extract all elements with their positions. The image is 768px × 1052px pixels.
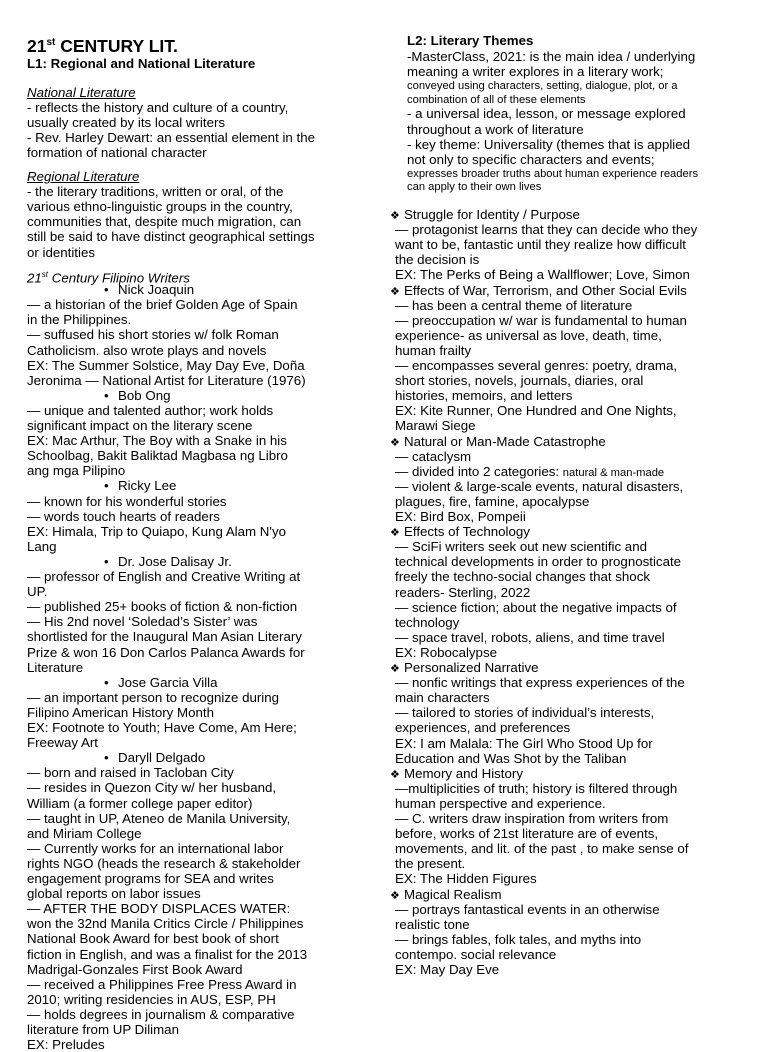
theme-detail-line: —multiplicities of truth; history is filtered through (395, 780, 678, 796)
writer-detail-line: — suffused his short stories w/ folk Roman (27, 327, 279, 343)
bullet-icon: • (104, 478, 109, 494)
page-title (27, 33, 178, 56)
regional-literature-line: still be said to have distinct geographical settings (27, 229, 315, 245)
theme-detail-line: EX: May Day Eve (395, 962, 500, 977)
theme-detail-line: before, works of 21st literature are of events, (395, 826, 659, 842)
literary-themes-intro-line: expresses broader truths about human experience readers (407, 167, 699, 180)
literary-themes-intro-line: conveyed using characters, setting, dialogue, plot, or a (407, 80, 678, 93)
national-literature-line: - reflects the history and culture of a country, (27, 100, 289, 116)
bullet-icon: • (104, 750, 109, 766)
theme-title-text: Effects of Technology (404, 524, 530, 540)
page-title-number: 21 (27, 35, 47, 56)
writer-detail-line: — professor of English and Creative Writing at (27, 569, 301, 584)
writer-detail-line: Madrigal-Gonzales First Book Award (27, 961, 243, 977)
theme-detail-line: freely the techno-social changes that shock (395, 569, 651, 585)
writer-name-text: Daryll Delgado (118, 750, 206, 766)
theme-detail-line: main characters (395, 690, 490, 706)
writer-name (104, 554, 232, 569)
writer-detail-line: — holds degrees in journalism & comparative (27, 1006, 295, 1022)
theme-detail-line: — cataclysm (395, 448, 472, 464)
regional-literature-line: various ethno-linguistic groups in the country, (27, 199, 293, 215)
national-literature-line: usually created by its local writers (27, 115, 226, 131)
writer-detail-line: EX: The Summer Solstice, May Day Eve, Doña (27, 357, 305, 373)
writer-detail-line: EX: Mac Arthur, The Boy with a Snake in his (27, 433, 287, 449)
writer-detail-line: shortlisted for the Inaugural Man Asian Literary (27, 629, 302, 645)
theme-detail-line: Marawi Siege (395, 418, 476, 434)
writer-detail-line: William (a former college paper editor) (27, 795, 253, 811)
writer-name-text: Nick Joaquin (118, 282, 195, 298)
writer-detail-line: — published 25+ books of fiction & non-fiction (27, 599, 298, 615)
bullet-icon: • (104, 553, 109, 569)
theme-title-text: Magical Realism (404, 886, 502, 902)
theme-detail-line: — divided into 2 categories: natural & man-made (395, 463, 665, 479)
l2-heading: L2: Literary Themes (407, 33, 534, 48)
diamond-bullet-icon: ❖ (390, 436, 400, 449)
regional-literature-line: or identities (27, 244, 95, 260)
theme-detail-line: — science fiction; about the negative impacts of (395, 599, 677, 615)
writer-name (104, 388, 171, 403)
theme-detail-line: experiences, and preferences (395, 720, 571, 736)
writer-detail-line: Literature (27, 659, 84, 675)
bullet-icon: • (104, 387, 109, 403)
theme-detail-line: — space travel, robots, aliens, and time travel (395, 629, 665, 645)
writer-detail-line: and Miriam College (27, 825, 142, 841)
theme-title-text: Effects of War, Terrorism, and Other Social Evils (404, 282, 687, 298)
theme-detail-line: the present. (395, 856, 466, 872)
theme-detail-line: contempo. social relevance (395, 946, 557, 962)
theme-detail-line: histories, memoirs, and letters (395, 388, 573, 404)
page-title-text: CENTURY LIT. (55, 35, 178, 56)
writer-name (104, 675, 218, 690)
theme-detail-line: — C. writers draw inspiration from writers from (395, 811, 669, 826)
writer-detail-line: — Currently works for an international labor (27, 840, 284, 856)
diamond-bullet-icon: ❖ (390, 663, 400, 675)
theme-title-text: Struggle for Identity / Purpose (404, 207, 580, 222)
writer-detail-line: Prize & won 16 Don Carlos Palanca Awards for (27, 644, 305, 660)
theme-detail-line: — brings fables, folk tales, and myths into (395, 931, 642, 947)
theme-detail-line: the decision is (395, 252, 480, 268)
theme-detail-line: realistic tone (395, 916, 470, 932)
theme-detail-line: EX: The Perks of Being a Wallflower; Love, Simon (395, 267, 690, 283)
theme-detail-line: — portrays fantastical events in an otherwise (395, 901, 660, 917)
writer-detail-line: National Book Award for best book of short (27, 931, 279, 947)
writer-detail-line: literature from UP Diliman (27, 1022, 179, 1037)
writer-detail-line: UP. (27, 584, 48, 600)
writer-name-text: Ricky Lee (118, 478, 177, 494)
writer-detail-line: EX: Himala, Trip to Quiapo, Kung Alam N'yo (27, 523, 286, 539)
writer-detail-line: — an important person to recognize during (27, 689, 280, 705)
theme-detail-line: EX: I am Malala: The Girl Who Stood Up for (395, 735, 653, 751)
theme-detail-line: — has been a central theme of literature (395, 297, 633, 313)
theme-detail-line: EX: The Hidden Figures (395, 871, 537, 887)
writer-detail-line: — known for his wonderful stories (27, 493, 227, 509)
writer-detail-line: fiction in English, and was a finalist for the 2013 (27, 946, 308, 962)
theme-detail-line: human perspective and experience. (395, 795, 606, 811)
theme-detail-line: — protagonist learns that they can decide who they (395, 222, 698, 238)
theme-detail-line: technical developments in order to prognosticate (395, 554, 682, 570)
writer-detail-line: Catholicism. also wrote plays and novels (27, 342, 267, 358)
writer-detail-line: Schoolbag, Bakit Baliktad Magbasa ng Libro (27, 448, 288, 464)
writer-detail-line: significant impact on the literary scene (27, 418, 253, 433)
writer-detail-line: — words touch hearts of readers (27, 508, 220, 524)
regional-literature-line: communities that, despite much migration, can (27, 214, 302, 230)
writer-name-text: Dr. Jose Dalisay Jr. (118, 553, 232, 569)
writer-name (104, 478, 176, 493)
literary-themes-intro-line: not only to specific characters and events; (407, 151, 655, 167)
writers-heading-number: 21 (27, 270, 42, 286)
theme-detail-line: — violent & large-scale events, natural disasters, (395, 478, 684, 494)
writer-detail-line: ang mga Pilipino (27, 463, 126, 479)
national-literature-heading: National Literature (27, 85, 136, 100)
theme-detail-line: — nonfic writings that express experiences of the (395, 675, 685, 691)
literary-themes-intro-line: - a universal idea, lesson, or message explored (407, 106, 686, 122)
theme-detail-line: human frailty (395, 342, 472, 358)
writers-heading-text: Century Filipino Writers (48, 270, 190, 286)
diamond-bullet-icon: ❖ (390, 527, 400, 540)
writer-detail-line: Jeronima — National Artist for Literature (1976) (27, 372, 306, 388)
theme-detail-line: EX: Robocalypse (395, 644, 497, 660)
diamond-bullet-icon: ❖ (390, 768, 400, 781)
theme-detail-line: readers- Sterling, 2022 (395, 584, 531, 600)
theme-title-text: Natural or Man-Made Catastrophe (404, 433, 606, 449)
writer-name-text: Bob Ong (118, 387, 171, 403)
bullet-icon: • (104, 674, 109, 690)
writer-detail-line: — taught in UP, Ateneo de Manila University, (27, 810, 291, 826)
writer-name (104, 750, 205, 765)
writer-detail-line: — born and raised in Tacloban City (27, 765, 234, 781)
theme-detail-small-text: natural & man-made (562, 466, 665, 479)
theme-detail-line: want to be, fantastic until they realize how difficult (395, 237, 686, 253)
theme-detail-line: experience- as universal as love, death, time, (395, 327, 662, 343)
writer-detail-line: global reports on labor issues (27, 886, 201, 902)
writer-detail-line: Lang (27, 538, 57, 554)
writer-detail-line: Freeway Art (27, 735, 98, 751)
writer-detail-line: Filipino American History Month (27, 704, 214, 720)
writer-detail-line: won the 32nd Manila Critics Circle / Philippines (27, 916, 304, 932)
writer-detail-line: — His 2nd novel ‘Soledad’s Sister’ was (27, 614, 258, 630)
literary-themes-intro-line: combination of all of these elements (407, 93, 586, 106)
writer-name (104, 282, 194, 297)
theme-detail-line: technology (395, 614, 460, 630)
regional-literature-heading: Regional Literature (27, 169, 140, 184)
national-literature-line: formation of national character (27, 145, 207, 161)
writer-detail-line: engagement programs for SEA and writes (27, 871, 274, 886)
theme-detail-line: — encompasses several genres: poetry, drama, (395, 358, 678, 373)
theme-detail-line: Education and Was Shot by the Taliban (395, 750, 627, 766)
theme-detail-line: EX: Kite Runner, One Hundred and One Nights, (395, 403, 677, 419)
diamond-bullet-icon: ❖ (390, 285, 400, 298)
bullet-icon: • (104, 282, 109, 298)
theme-detail-line: EX: Bird Box, Pompeii (395, 509, 526, 524)
writer-detail-line: — AFTER THE BODY DISPLACES WATER: (27, 901, 291, 917)
theme-detail-line: — preoccupation w/ war is fundamental to human (395, 312, 687, 328)
theme-detail-line: plagues, fire, famine, apocalypse (395, 493, 590, 509)
theme-detail-line: short stories, novels, journals, diaries, oral (395, 373, 644, 389)
writer-detail-line: rights NGO (heads the research & stakeholder (27, 855, 301, 871)
writer-detail-line: — received a Philippines Free Press Award in (27, 976, 297, 992)
writer-detail-line: — a historian of the brief Golden Age of Spain (27, 297, 298, 313)
writer-name-text: Jose Garcia Villa (118, 674, 218, 690)
national-literature-line: - Rev. Harley Dewart: an essential element in the (27, 130, 315, 146)
writer-detail-line: in the Philippines. (27, 312, 132, 328)
writer-detail-line: EX: Footnote to Youth; Have Come, Am Here; (27, 720, 297, 735)
diamond-bullet-icon: ❖ (390, 889, 400, 902)
writer-detail-line: — unique and talented author; work holds (27, 402, 274, 418)
regional-literature-line: - the literary traditions, written or oral, of the (27, 184, 284, 200)
theme-detail-line: — SciFi writers seek out new scientific and (395, 539, 647, 555)
literary-themes-intro-line: - key theme: Universality (themes that is applied (407, 136, 691, 152)
page-title-superscript: st (46, 37, 56, 48)
writer-detail-line: EX: Preludes (27, 1037, 105, 1052)
literary-themes-intro-line: meaning a writer explores in a literary work; (407, 64, 664, 80)
l1-heading: L1: Regional and National Literature (27, 56, 256, 71)
theme-detail-line: — tailored to stories of individual’s interests, (395, 705, 655, 721)
theme-detail-line: movements, and lit. of the past , to make sense of (395, 841, 689, 857)
literary-themes-intro-line: -MasterClass, 2021: is the main idea / underlying (407, 49, 696, 64)
writers-heading-superscript: st (41, 270, 49, 279)
literary-themes-intro-line: throughout a work of literature (407, 121, 584, 137)
writer-detail-line: — resides in Quezon City w/ her husband, (27, 780, 277, 796)
theme-title-text: Memory and History (404, 765, 523, 781)
diamond-bullet-icon: ❖ (390, 210, 400, 222)
literary-themes-intro-line: can apply to their own lives (407, 181, 542, 194)
theme-title-text: Personalized Narrative (404, 660, 539, 675)
writer-detail-line: 2010; writing residencies in AUS, ESP, PH (27, 991, 276, 1007)
